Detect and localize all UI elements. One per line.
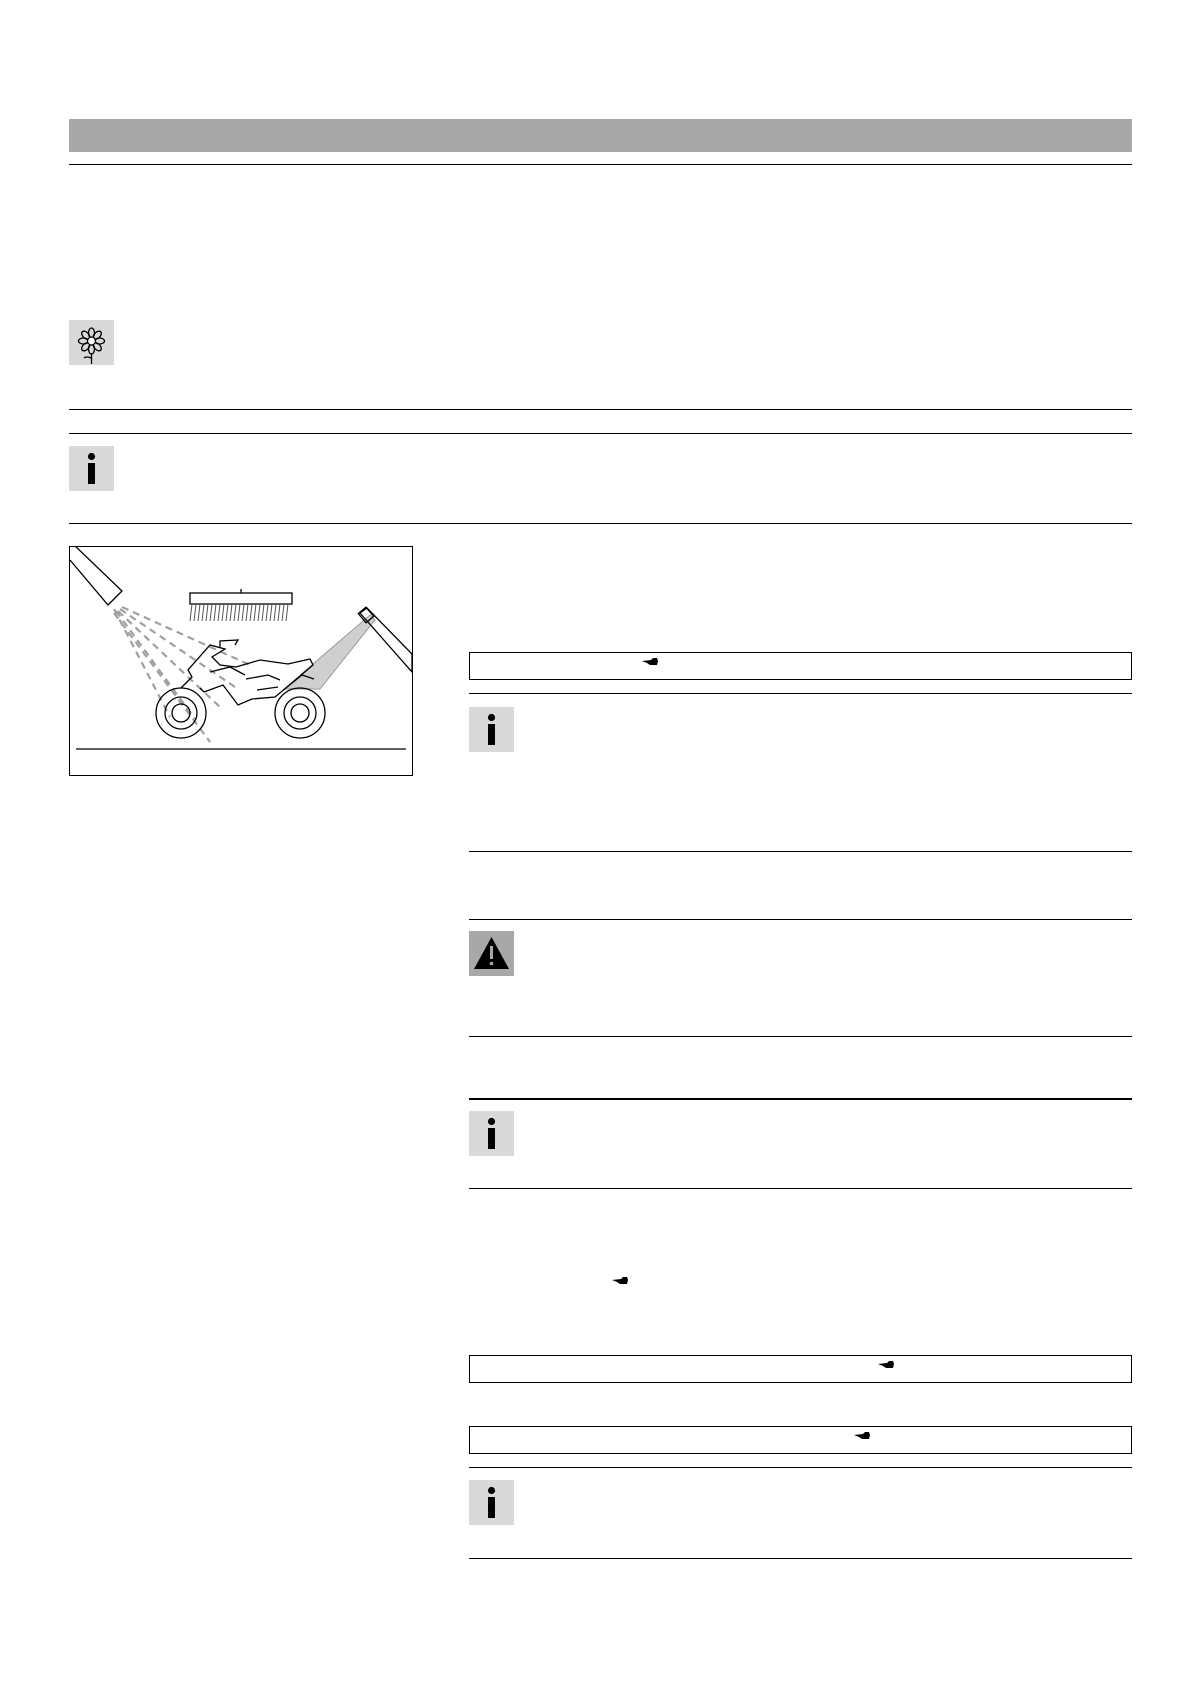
pointing-hand-icon — [877, 1360, 895, 1370]
pointing-hand-icon — [853, 1431, 871, 1441]
section-rule — [69, 409, 1132, 410]
info-rule-top — [69, 433, 1132, 434]
info-rule-top — [469, 693, 1132, 694]
pointing-hand-icon — [611, 1276, 629, 1286]
info-rule-bottom — [469, 851, 1132, 852]
pointing-hand-icon — [641, 657, 659, 667]
header-rule — [69, 164, 1132, 165]
info-rule-top — [469, 1098, 1132, 1100]
info-rule-bottom — [469, 1558, 1132, 1559]
info-rule-bottom — [69, 523, 1132, 524]
info-rule-top — [469, 1467, 1132, 1468]
flower-icon — [69, 320, 114, 365]
warning-rule-bottom — [469, 1036, 1132, 1037]
reference-box — [469, 652, 1132, 680]
info-rule-bottom — [469, 1188, 1132, 1189]
warning-icon — [469, 931, 514, 976]
section-header-bar — [69, 119, 1132, 152]
info-icon — [469, 1480, 514, 1525]
reference-box — [469, 1355, 1132, 1383]
info-icon — [469, 707, 514, 752]
reference-box — [469, 1426, 1132, 1454]
warning-rule-top — [469, 919, 1132, 920]
motorcycle-washing-illustration — [69, 546, 413, 776]
info-icon — [469, 1111, 514, 1156]
info-icon — [69, 446, 114, 491]
